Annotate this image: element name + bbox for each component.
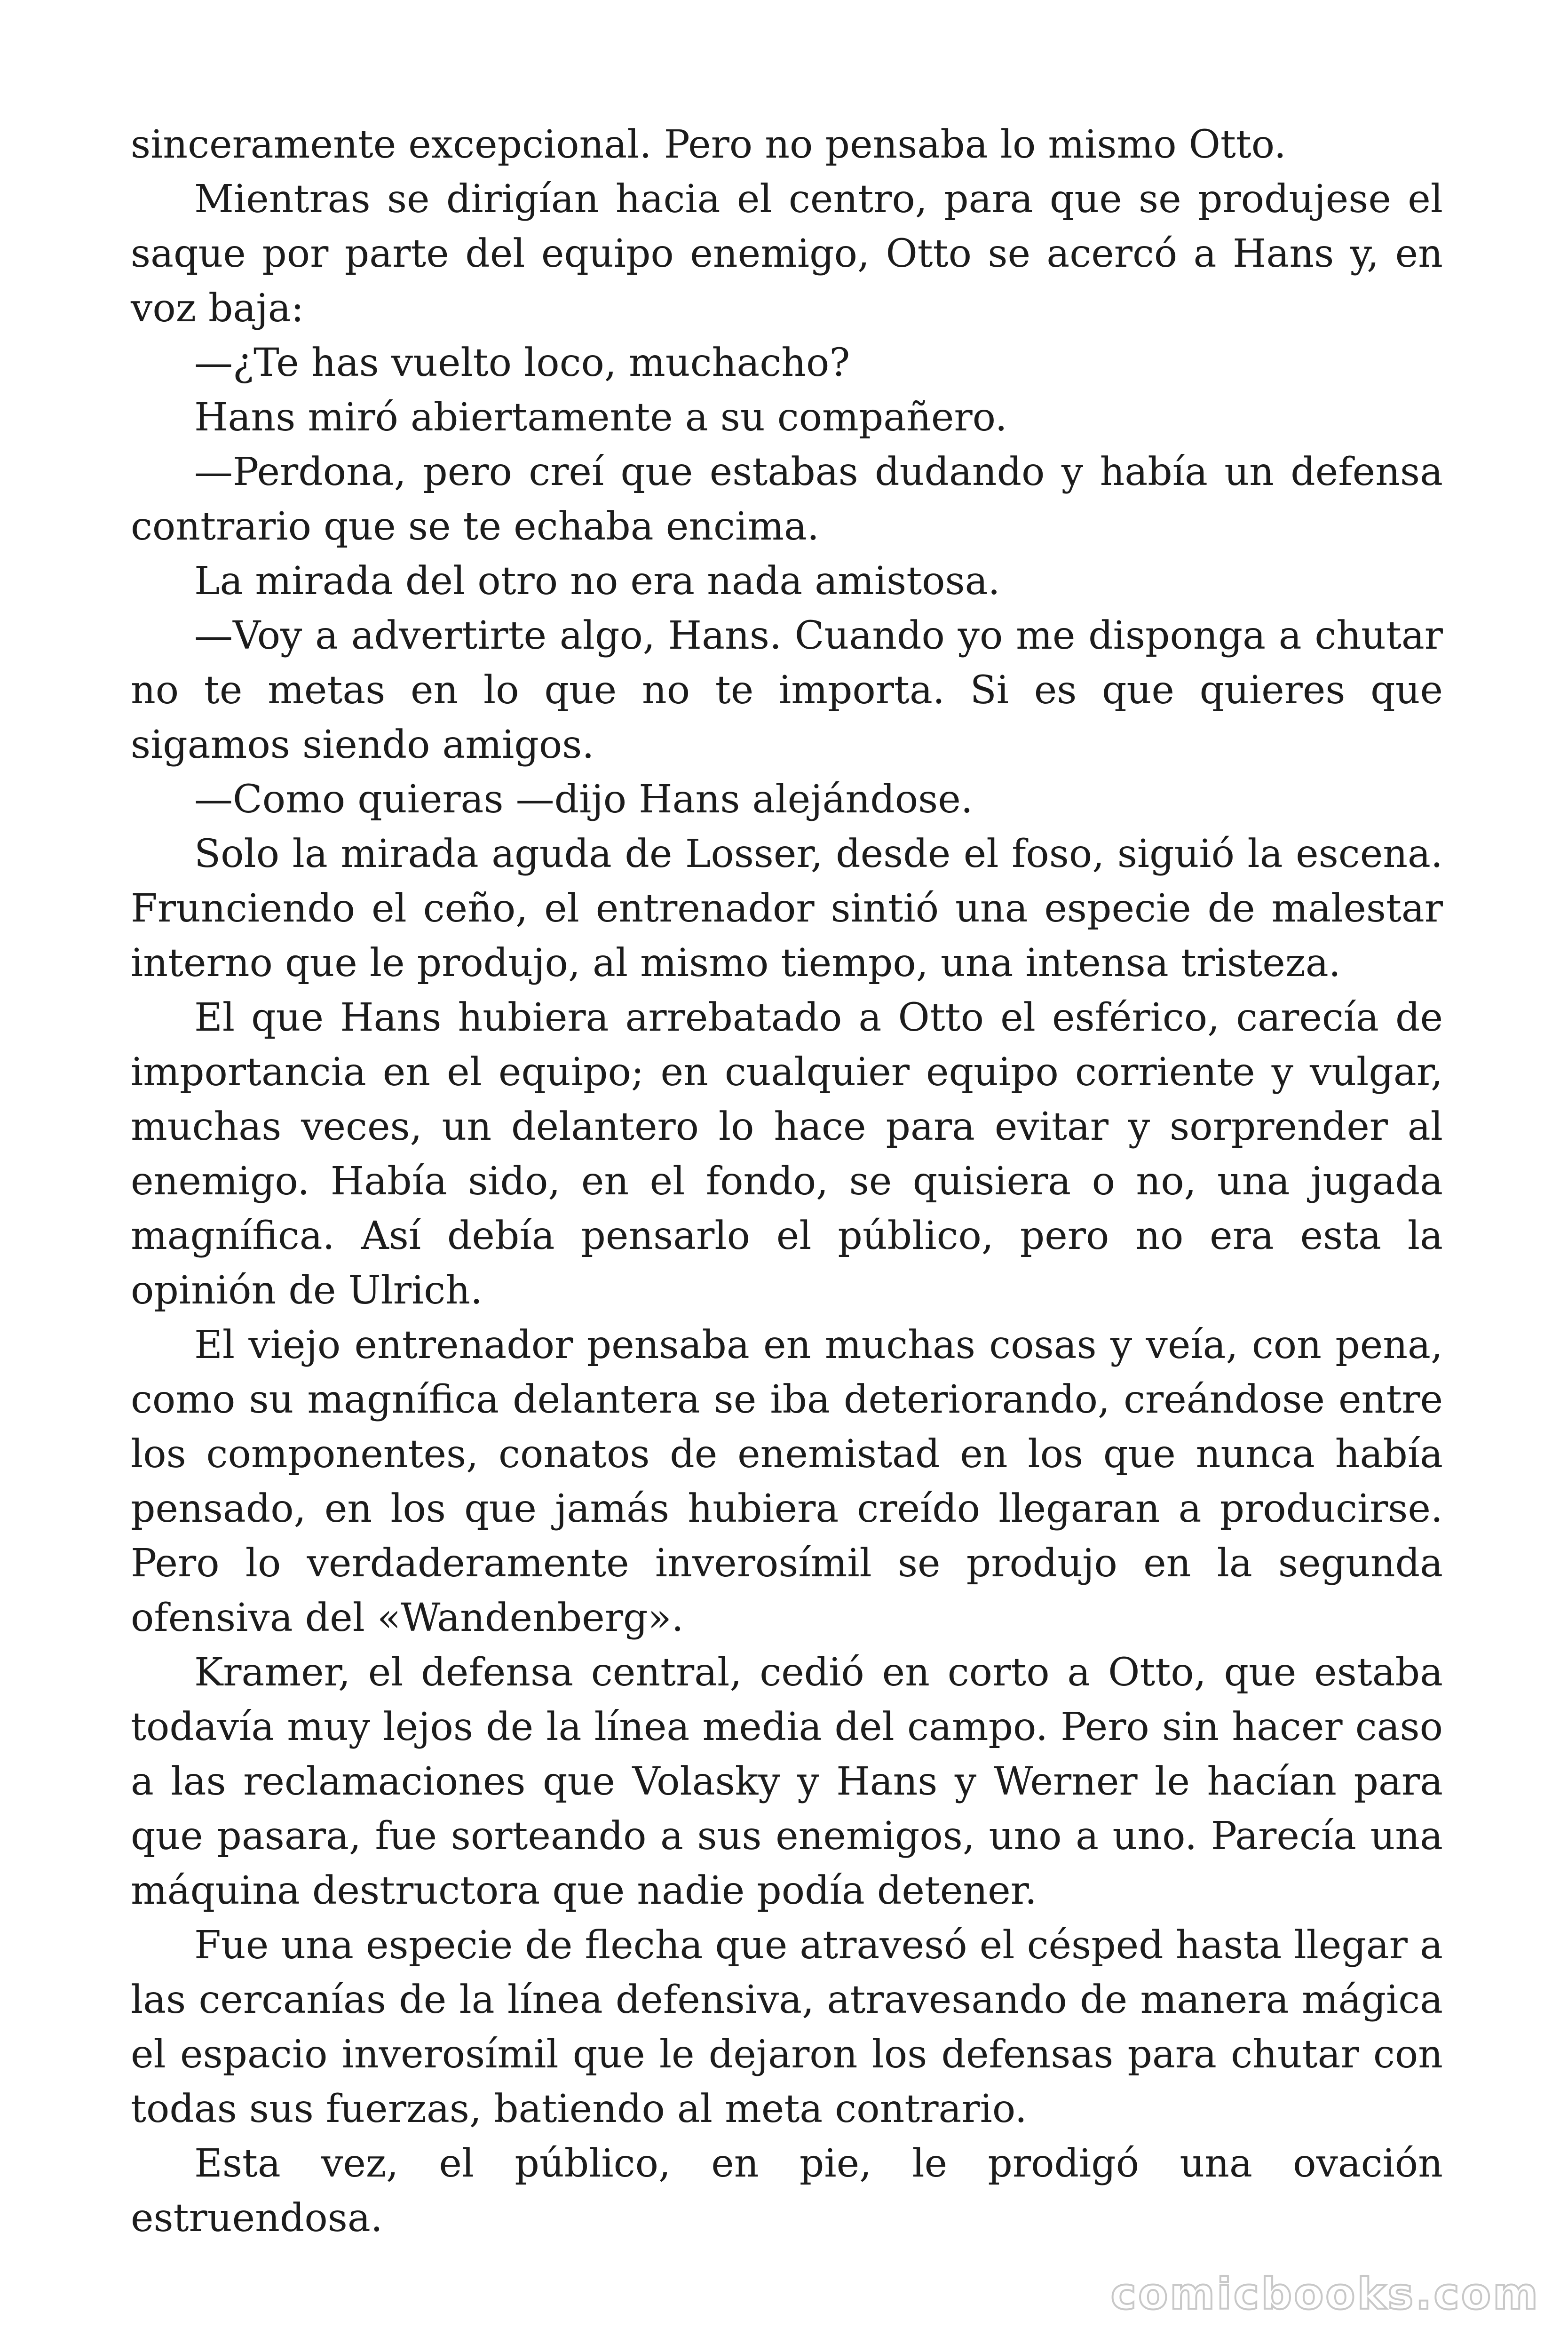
paragraph: —¿Te has vuelto loco, muchacho? bbox=[194, 341, 850, 385]
paragraph: La mirada del otro no era nada amistosa. bbox=[194, 559, 1000, 604]
paragraph: —Voy a advertirte algo, Hans. Cuando yo me disponga a chutar no te metas en lo que no te importa. Si es que quieres que sigamos siendo amigos. bbox=[131, 613, 1443, 767]
watermark-text: comicbooks.com bbox=[1110, 2269, 1540, 2319]
paragraph: sinceramente excepcional. Pero no pensaba lo mismo Otto. bbox=[131, 122, 1286, 167]
paragraph: Esta vez, el público, en pie, le prodigó una ovación estruendosa. bbox=[131, 2141, 1443, 2241]
book-page-text bbox=[131, 118, 1443, 2241]
paragraph: Fue una especie de flecha que atravesó el césped hasta llegar a las cercanías de la línea defensiva, atravesando de manera mágica el espacio inverosímil que le dejaron los defensas para chutar con todas sus fuerzas, batiendo al meta contrario. bbox=[131, 1923, 1443, 2131]
paragraph: Kramer, el defensa central, cedió en corto a Otto, que estaba todavía muy lejos de la línea media del campo. Pero sin hacer caso a las reclamaciones que Volasky y Hans y Werner le hacían para que pasara, fue sorteando a sus enemigos, uno a uno. Parecía una máquina destructora que nadie podía detener. bbox=[131, 1650, 1443, 1913]
paragraph: El viejo entrenador pensaba en muchas cosas y veía, con pena, como su magnífica delantera se iba deteriorando, creándose entre los componentes, conatos de enemistad en los que nunca había pensado, en los que jamás hubiera creído llegaran a producirse. Pero lo verdaderamente inverosímil se produjo en la segunda ofensiva del «Wandenberg». bbox=[131, 1323, 1443, 1640]
paragraph: Mientras se dirigían hacia el centro, para que se produjese el saque por parte del equipo enemigo, Otto se acercó a Hans y, en voz baja: bbox=[131, 177, 1443, 331]
paragraph: El que Hans hubiera arrebatado a Otto el esférico, carecía de importancia en el equipo; en cualquier equipo corriente y vulgar, muchas veces, un delantero lo hace para evitar y sorprender al enemigo. Había sido, en el fondo, se quisiera o no, una jugada magnífica. Así debía pensarlo el público, pero no era esta la opinión de Ulrich. bbox=[131, 995, 1443, 1313]
paragraph: Solo la mirada aguda de Losser, desde el foso, siguió la escena. Frunciendo el ceño, el entrenador sintió una especie de malestar interno que le produjo, al mismo tiempo, una intensa tristeza. bbox=[131, 832, 1443, 985]
paragraph: —Perdona, pero creí que estabas dudando y había un defensa contrario que se te echaba encima. bbox=[131, 450, 1443, 549]
paragraph: —Como quieras —dijo Hans alejándose. bbox=[194, 777, 973, 822]
paragraph: Hans miró abiertamente a su compañero. bbox=[194, 395, 1007, 440]
